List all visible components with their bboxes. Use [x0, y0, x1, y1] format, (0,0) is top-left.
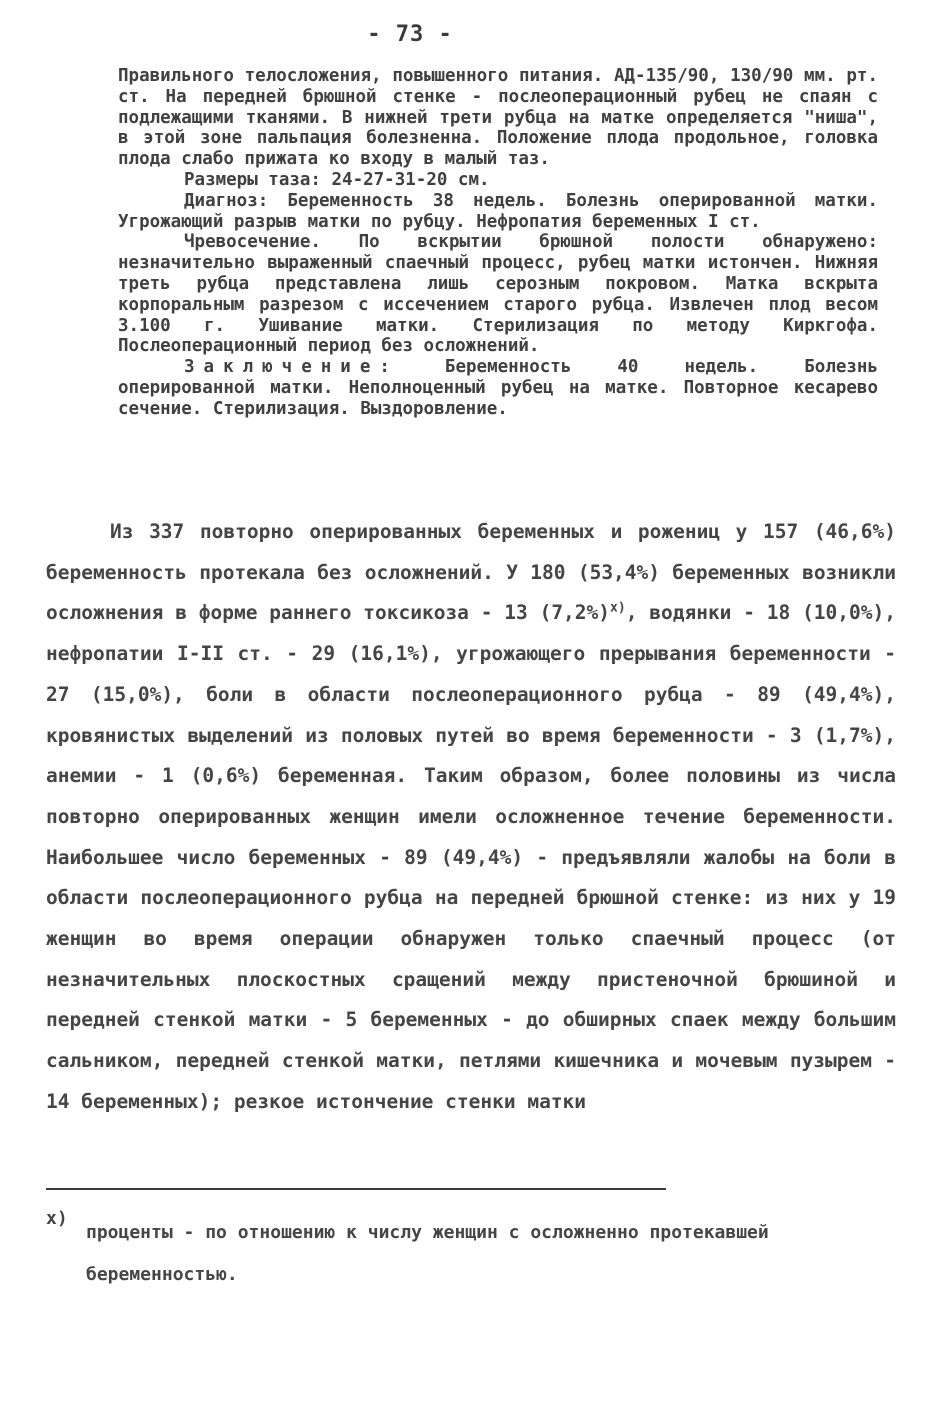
- footnote: [46, 1208, 846, 1296]
- case-paragraph-conclusion: [118, 357, 878, 419]
- case-paragraph-diagnosis: Диагноз: Беременность 38 недель. Болезнь оперированной матки. Угрожающий разрыв матки по рубцу. Нефропатия беременных I ст.: [118, 190, 878, 232]
- footnote-text: проценты - по отношению к числу женщин с осложненно протекавшей беременностью.: [86, 1222, 769, 1285]
- footnote-divider: [46, 1188, 666, 1190]
- case-paragraph-pelvis: Размеры таза: 24-27-31-20 см.: [184, 169, 490, 190]
- main-text-part1: Из 337 повторно оперированных беременных и рожениц у 157 (46,6%) беременность протекала без осложнений. У 180 (53,4%) беременных возникли осложнения в форме раннего токсикоза - 13 (7,2%): [46, 520, 896, 625]
- footnote-reference: x): [610, 600, 626, 616]
- conclusion-text: Беременность 40 недель. Болезнь оперированной матки. Неполноценный рубец на матке. Повторное кесарево сечение. Стерилизация. Выздоровление.: [118, 357, 878, 419]
- main-text-part2: , водянки - 18 (10,0%), нефропатии I-II ст. - 29 (16,1%), угрожающего прерывания беременности - 27 (15,0%), боли в области послеоперационного рубца - 89 (49,4%), кровянистых выделений из половых путей во время беременности - 3 (1,7%), анемии - 1 (0,6%) беременная. Таким образом, более половины из числа повторно оперированных женщин имели осложненное течение беременности. Наибольшее число беременных - 89 (49,4%) - предъявляли жалобы на боли в области послеоперационного рубца на передней брюшной стенке: из них у 19 женщин во время операции обнаружен только спаечный процесс (от незначительных плоскостных сращений между пристеночной брюшиной и передней стенкой матки - 5 беременных - до обширных спаек между большим сальником, передней стенкой матки, петлями кишечника и мочевым пузырем - 14 беременных); резкое истончение стенки матки: [46, 601, 896, 1113]
- main-paragraph: [46, 512, 896, 1123]
- case-paragraph-exam: Правильного телосложения, повышенного питания. АД-135/90, 130/90 мм. рт. ст. На передней брюшной стенке - послеоперационный рубец не спаян с подлежащими тканями. В нижней трети рубца на матке определяется "ниша", в этой зоне пальпация болезненна. Положение плода продольное, головка плода слабо прижата ко входу в малый таз.: [118, 66, 878, 170]
- case-description: [118, 66, 878, 420]
- conclusion-label: Заключение:: [184, 357, 399, 378]
- footnote-mark: x): [46, 1208, 68, 1229]
- page-number: - 73 -: [367, 22, 453, 47]
- case-paragraph-surgery: Чревосечение. По вскрытии брюшной полости обнаружено: незначительно выраженный спаечный процесс, рубец матки истончен. Нижняя треть рубца представлена лишь серозным покровом. Матка вскрыта корпоральным разрезом с иссечением старого рубца. Извлечен плод весом 3.100 г. Ушивание матки. Стерилизация по методу Киркгофа. Послеоперационный период без осложнений.: [118, 232, 878, 357]
- main-body-text: [46, 512, 896, 1123]
